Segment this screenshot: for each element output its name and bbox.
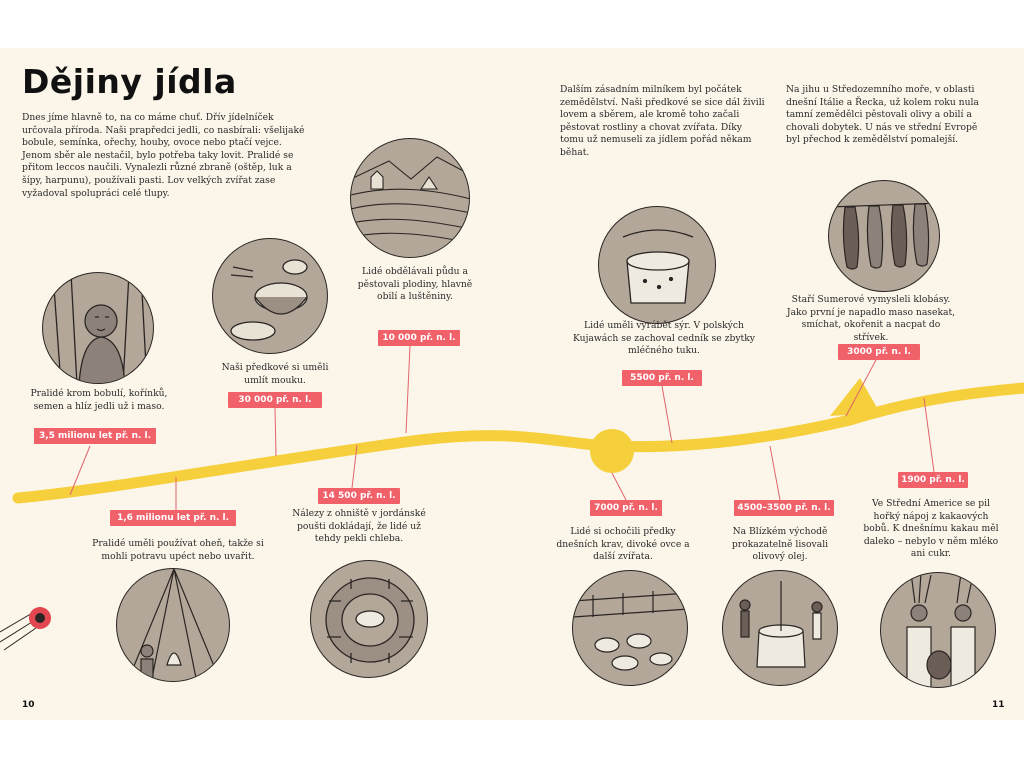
date-tag-1-6-million: 1,6 milionu let př. n. l. <box>110 510 236 526</box>
caption-3-5-million: Pralidé krom bobulí, kořínků, semen a hlíz jedli už i maso. <box>30 388 168 412</box>
stone-hearth-illustration <box>310 560 428 678</box>
cocoa-drinkers-illustration <box>880 572 996 688</box>
mediterranean-paragraph: Na jihu u Středozemního moře, v oblasti dnešní Itálie a Řecka, už kolem roku nula tamní zemědělci pěstovali olivy a obilí a chovali dobytek. U nás ve střední Evropě byl přechod k zemědělství pomalejší. <box>786 84 979 146</box>
date-tag-1900: 1900 př. n. l. <box>898 472 968 488</box>
caption-3000: Staří Sumerové vymysleli klobásy. Jako první je napadlo maso nasekat, smíchat, okořenit a nacpat do střívek. <box>786 294 956 343</box>
fields-illustration <box>350 138 470 258</box>
livestock-pen-illustration <box>572 570 688 686</box>
page-title: Dějiny jídla <box>22 62 237 101</box>
caption-4500-3500: Na Blízkém východě prokazatelně lisovali olivový olej. <box>731 526 829 563</box>
flour-grinding-illustration <box>212 238 328 354</box>
cheese-sieve-illustration <box>598 206 716 324</box>
timeline-node <box>590 429 634 473</box>
date-tag-4500-3500: 4500–3500 př. n. l. <box>734 500 834 516</box>
book-spread <box>0 48 1024 720</box>
date-tag-14500: 14 500 př. n. l. <box>318 488 400 504</box>
caption-5500: Lidé uměli vyrábět sýr. V polských Kujawách se zachoval cedník se zbytky mléčného tuku. <box>573 320 755 357</box>
page-number-left: 10 <box>22 700 35 710</box>
caption-30000: Naši předkové si uměli umlít mouku. <box>221 362 329 386</box>
campfire-illustration <box>116 568 230 682</box>
caption-1900: Ve Střední Americe se pil hořký nápoj z kakaových bobů. K dnešnímu kakau měl daleko – nebylo v něm mléko ani cukr. <box>863 498 999 560</box>
caption-1-6-million: Pralidé uměli používat oheň, takže si mohli potravu upéct nebo uvařit. <box>92 538 264 562</box>
intro-paragraph: Dnes jíme hlavně to, na co máme chuť. Dřív jídelníček určovala příroda. Naši prapředci jedli, co nasbírali: všelijaké bobule, semínka, ořechy, houby, ovoce nebo ptačí vejce. Jenom sběr ale nestačil, bylo potřeba taky lovit. Pralidé se přitom leccos naučili. Vynalezli různé zbraně (oštěp, luk a šípy, harpunu), používali pasti. Lov velkých zvířat zase vyžadoval spolupráci celé tlupy. <box>22 112 305 199</box>
caption-14500: Nálezy z ohniště v jordánské poušti dokládají, že lidé už tehdy pekli chleba. <box>292 508 426 545</box>
caption-7000: Lidé si ochočili předky dnešních krav, divoké ovce a další zvířata. <box>556 526 690 563</box>
date-tag-10000: 10 000 př. n. l. <box>378 330 460 346</box>
date-tag-5500: 5500 př. n. l. <box>622 370 702 386</box>
date-tag-3-5-million: 3,5 milionu let př. n. l. <box>34 428 156 444</box>
date-tag-3000: 3000 př. n. l. <box>838 344 920 360</box>
sausages-illustration <box>828 180 940 292</box>
caption-10000: Lidé obdělávali půdu a pěstovali plodiny, hlavně obilí a luštěniny. <box>357 266 473 303</box>
olive-press-illustration <box>722 570 838 686</box>
date-tag-30000: 30 000 př. n. l. <box>228 392 322 408</box>
agriculture-paragraph: Dalším zásadním milníkem byl počátek zemědělství. Naši předkové se sice dál živili lovem a sběrem, ale kromě toho začali pěstovat rostliny a chovat zvířata. Díky tomu už nemuseli za jídlem pořád někam běhat. <box>560 84 765 158</box>
date-tag-7000: 7000 př. n. l. <box>590 500 662 516</box>
meteor-icon <box>0 607 51 650</box>
prehuman-eating-illustration <box>42 272 154 384</box>
page-number-right: 11 <box>992 700 1005 710</box>
